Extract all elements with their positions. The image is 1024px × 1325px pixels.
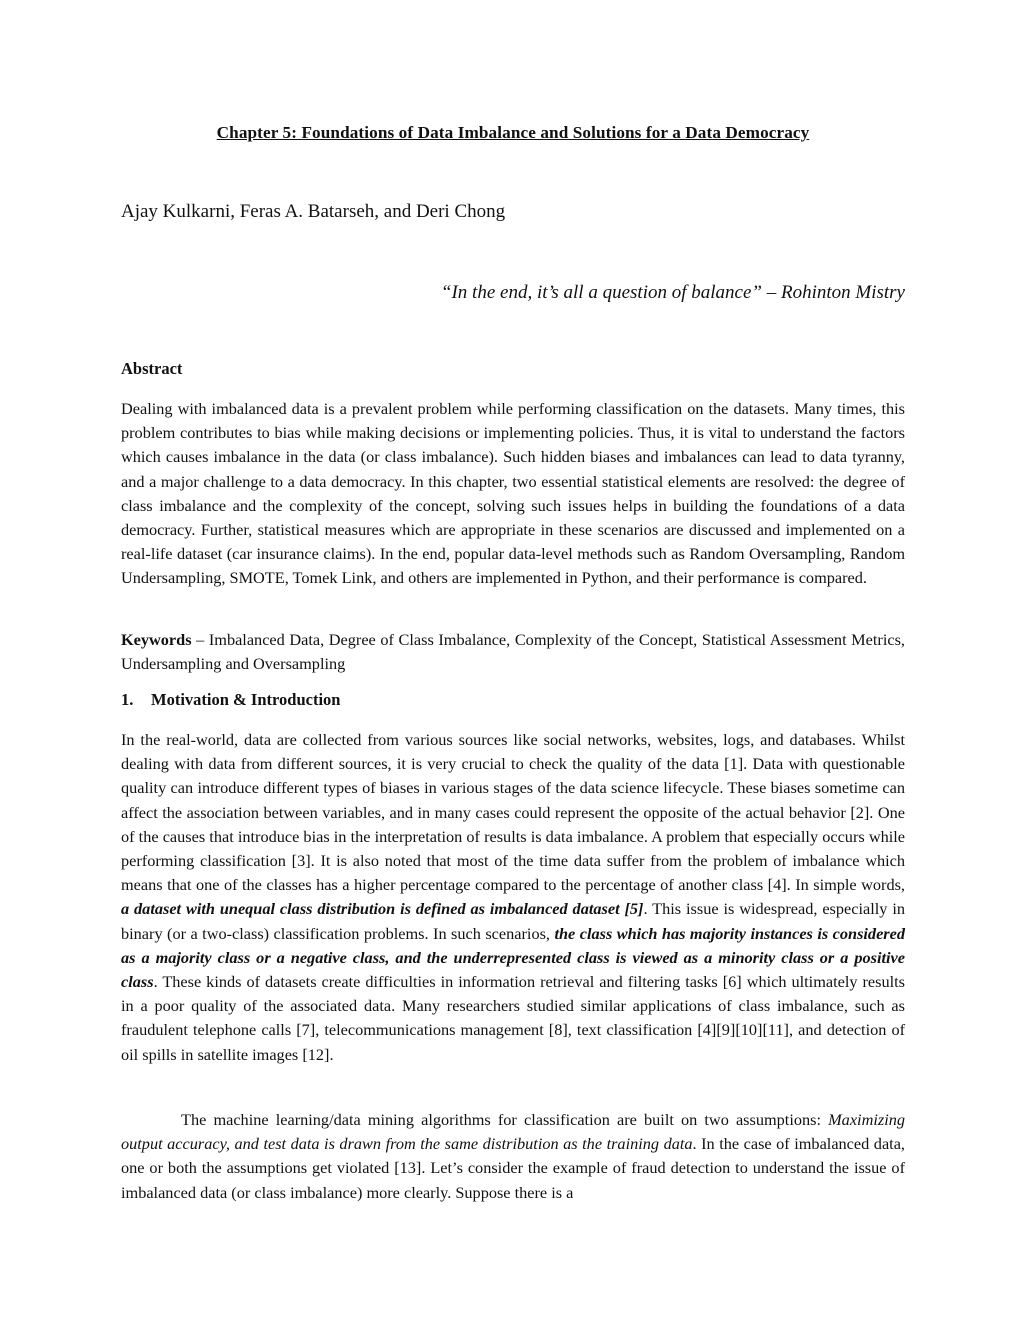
intro-paragraph-1 bbox=[121, 728, 905, 1067]
epigraph-attribution: – Rohinton Mistry bbox=[761, 282, 905, 303]
keywords-label: Keywords bbox=[121, 630, 192, 649]
abstract-body: Dealing with imbalanced data is a prevalent problem while performing classification on the datasets. Many times, this problem contributes to bias while making decisions or implementing policies. Thus, it is vital to understand the factors which causes imbalance in the data (or class imbalance). Such hidden biases and imbalances can lead to data tyranny, and a major challenge to a data democracy. In this chapter, two essential statistical elements are resolved: the degree of class imbalance and the complexity of the concept, solving such issues helps in building the foundations of a data democracy. Further, statistical measures which are appropriate in these scenarios are discussed and implemented on a real-life dataset (car insurance claims). In the end, popular data-level methods such as Random Oversampling, Random Undersampling, SMOTE, Tomek Link, and others are implemented in Python, and their performance is compared. bbox=[121, 399, 905, 588]
intro-p1-emphasis-1: a dataset with unequal class distribution is defined as imbalanced dataset [5] bbox=[121, 899, 644, 919]
intro-p1-text-2: . This issue is widespread, especially in binary (or a two-class) classification problems. In such scenarios, bbox=[121, 899, 905, 943]
intro-p2-text-1: The machine learning/data mining algorithms for classification are built on two assumptions: bbox=[181, 1110, 829, 1129]
intro-p1-emphasis-2: the class which has majority instances is considered as a majority class or a negative class, and the underrepresented class is viewed as a minority class or a positive class bbox=[121, 923, 906, 992]
intro-p1-text-3: . These kinds of datasets create difficulties in information retrieval and filtering tasks [6] which ultimately results in a poor quality of the associated data. Many researchers studied similar applications of class imbalance, such as fraudulent telephone calls [7], telecommunications management [8], text classification [4][9][10][11], and detection of oil spills in satellite images [12]. bbox=[121, 972, 905, 1064]
intro-p1-text-1: In the real-world, data are collected from various sources like social networks, websites, logs, and databases. Whilst dealing with data from different sources, it is very crucial to check the quality of the data [1]. Data with questionable quality can introduce different types of biases in various stages of the data science lifecycle. These biases sometime can affect the association between variables, and in many cases could represent the opposite of the actual behavior [2]. One of the causes that introduce bias in the interpretation of results is data imbalance. A problem that especially occurs while performing classification [3]. It is also noted that most of the time data suffer from the problem of imbalance which means that one of the classes has a higher percentage compared to the percentage of another class [4]. In simple words, bbox=[121, 730, 905, 895]
intro-p2-text-2: . In the case of imbalanced data, one or both the assumptions get violated [13]. Let’s consider the example of fraud detection to understand the issue of imbalanced data (or class imbalance) more clearly. Suppose there is a bbox=[121, 1134, 905, 1202]
keywords-text: – Imbalanced Data, Degree of Class Imbalance, Complexity of the Concept, Statistical Assessment Metrics, Undersampling and Oversampling bbox=[121, 630, 905, 674]
epigraph-quote: “In the end, it’s all a question of balance” bbox=[440, 282, 762, 303]
abstract-heading: Abstract bbox=[121, 359, 183, 378]
chapter-title: Chapter 5: Foundations of Data Imbalance and Solutions for a Data Democracy bbox=[216, 123, 810, 142]
intro-paragraph-2 bbox=[121, 1108, 905, 1205]
section-title: Motivation & Introduction bbox=[151, 690, 341, 709]
section-number: 1. bbox=[121, 690, 134, 709]
epigraph bbox=[441, 282, 905, 304]
author-list: Ajay Kulkarni, Feras A. Batarseh, and Deri Chong bbox=[121, 201, 506, 222]
keywords-paragraph bbox=[121, 628, 905, 676]
section-heading bbox=[121, 690, 340, 710]
intro-p2-italic: Maximizing output accuracy, and test data is drawn from the same distribution as the training data bbox=[121, 1110, 905, 1154]
